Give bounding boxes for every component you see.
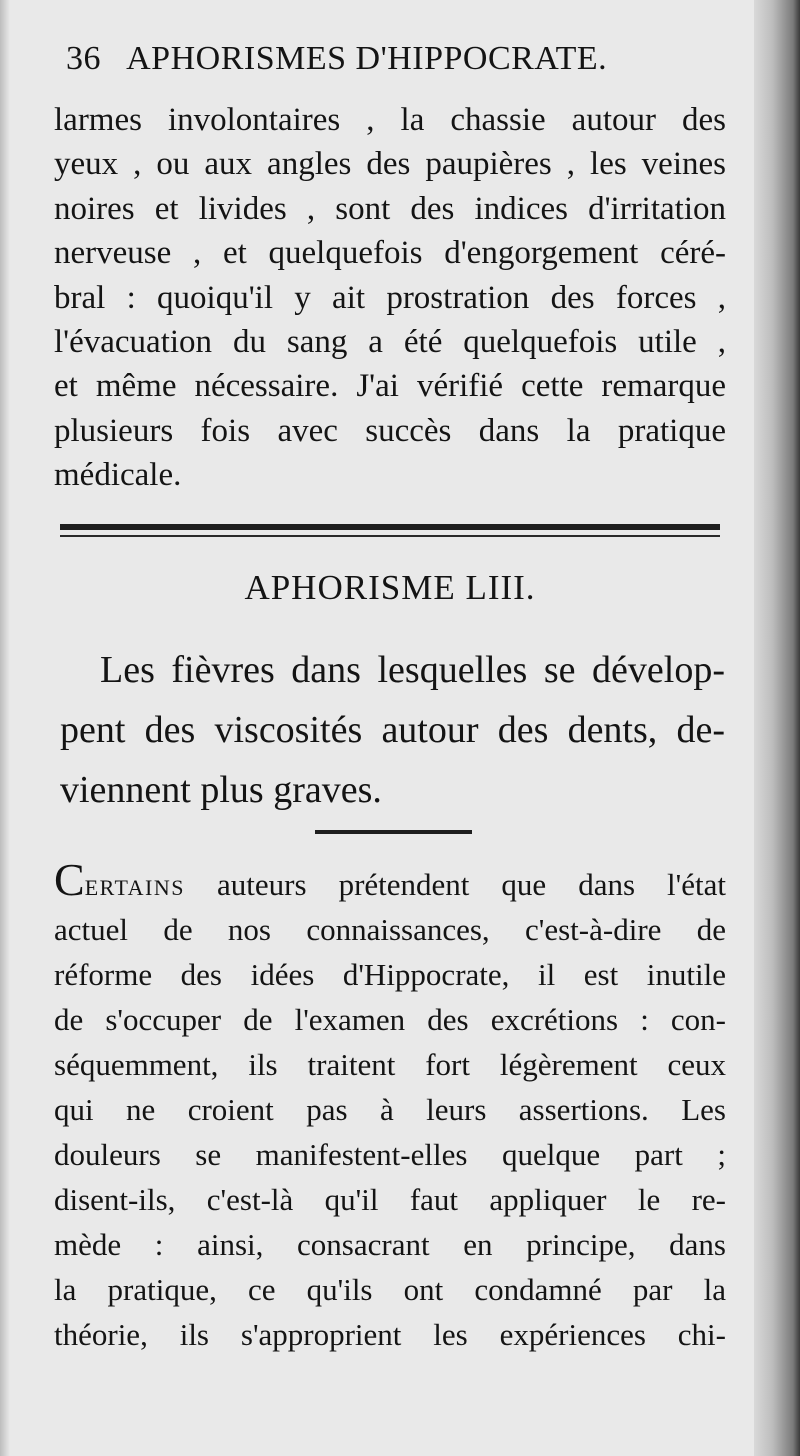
aphorism-line: Les fièvres dans lesquelles se dévelop-: [100, 649, 725, 691]
short-divider-rule: [315, 830, 472, 834]
divider-thick-line: [60, 524, 720, 530]
aphorism-text: [60, 640, 725, 820]
text-line: théorie, ils s'approprient les expériences chi-: [54, 1317, 726, 1352]
text-line: médicale.: [54, 457, 182, 494]
aphorism-line: viennent plus graves.: [60, 769, 382, 811]
text-line: noires et livides , sont des indices d'irritation: [54, 190, 726, 227]
section-divider-double-rule: [60, 524, 720, 540]
book-spine-shadow: [754, 0, 800, 1456]
text-line: et même nécessaire. J'ai vérifié cette remarque: [54, 368, 726, 405]
text-line: bral : quoiqu'il y ait prostration des forces ,: [54, 279, 726, 316]
text-line: réforme des idées d'Hippocrate, il est inutile: [54, 957, 726, 992]
text-line: séquemment, ils traitent fort légèrement ceux: [54, 1047, 726, 1082]
aphorism-line: pent des viscosités autour des dents, de-: [60, 709, 725, 751]
running-title: APHORISMES D'HIPPOCRATE.: [126, 40, 608, 77]
aphorism-heading: APHORISME LIII.: [244, 568, 536, 607]
small-caps-word: ERTAINS: [84, 875, 185, 900]
text-line: mède : ainsi, consacrant en principe, dans: [54, 1227, 726, 1262]
text-line: disent-ils, c'est-là qu'il faut appliquer le re-: [54, 1182, 726, 1217]
text-line: actuel de nos connaissances, c'est-à-dire de: [54, 912, 726, 947]
text-line: plusieurs fois avec succès dans la pratique: [54, 412, 726, 449]
page-number: 36: [66, 40, 101, 77]
commentary: [54, 854, 726, 1357]
text-line: la pratique, ce qu'ils ont condamné par la: [54, 1272, 726, 1307]
text-line: qui ne croient pas à leurs assertions. Les: [54, 1092, 726, 1127]
first-line-text: auteurs prétendent que dans l'état: [185, 867, 726, 902]
page-left-edge-shadow: [0, 0, 10, 1456]
commentary-first-line: [54, 854, 726, 907]
text-line: yeux , ou aux angles des paupières , les veines: [54, 146, 726, 183]
commentary-continued: [54, 98, 726, 498]
drop-cap: C: [54, 854, 85, 905]
running-head: [66, 40, 706, 78]
text-line: l'évacuation du sang a été quelquefois utile ,: [54, 323, 726, 360]
text-line: larmes involontaires , la chassie autour des: [54, 102, 726, 138]
divider-thin-line: [60, 535, 720, 537]
text-line: douleurs se manifestent-elles quelque part ;: [54, 1137, 726, 1172]
text-line: de s'occuper de l'examen des excrétions : con-: [54, 1002, 726, 1037]
text-line: nerveuse , et quelquefois d'engorgement céré-: [54, 235, 726, 272]
